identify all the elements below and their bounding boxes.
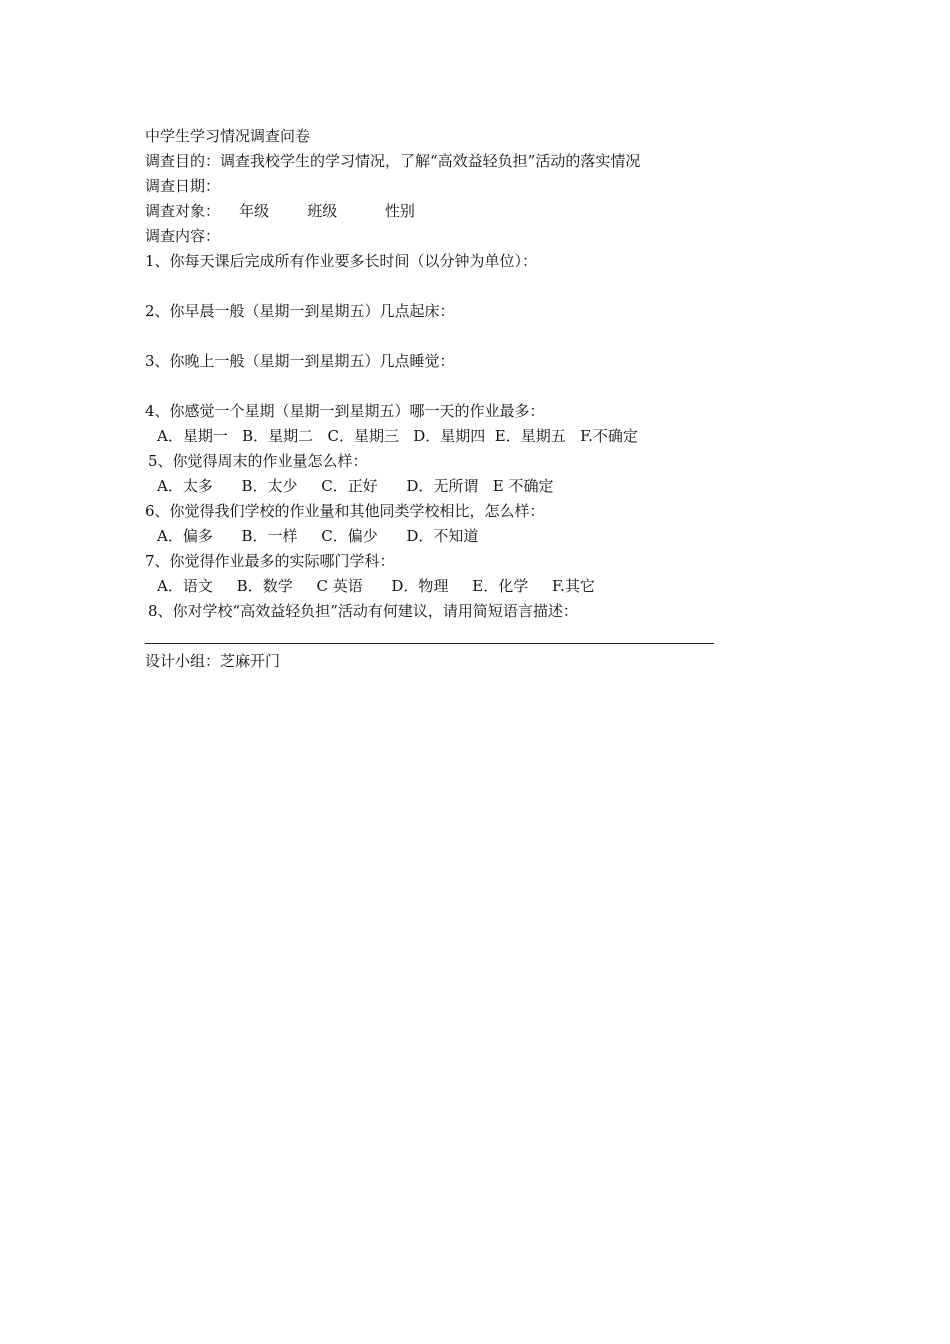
answer-space-3 — [145, 374, 745, 399]
survey-purpose: 调查目的：调查我校学生的学习情况，了解“高效益轻负担”活动的落实情况 — [145, 152, 641, 170]
question-3: 3、你晚上一般（星期一到星期五）几点睡觉： — [145, 352, 455, 370]
question-6-options: A．偏多 B．一样 C．偏少 D．不知道 — [157, 527, 479, 545]
question-2: 2、你早晨一般（星期一到星期五）几点起床： — [145, 302, 455, 320]
survey-title: 中学生学习情况调查问卷 — [145, 127, 311, 145]
survey-designer: 设计小组：芝麻开门 — [145, 652, 281, 670]
question-6: 6、你觉得我们学校的作业量和其他同类学校相比，怎么样： — [145, 502, 545, 520]
survey-content — [145, 124, 745, 674]
answer-space-1 — [145, 274, 745, 299]
question-5: 5、你觉得周末的作业量怎么样： — [148, 452, 368, 470]
question-7-options: A．语文 B．数学 C 英语 D．物理 E．化学 F.其它 — [157, 577, 595, 595]
question-5-options: A．太多 B．太少 C．正好 D．无所谓 E 不确定 — [157, 477, 554, 495]
survey-date: 调查日期： — [145, 177, 221, 195]
question-1: 1、你每天课后完成所有作业要多长时间（以分钟为单位）： — [145, 252, 538, 270]
question-4: 4、你感觉一个星期（星期一到星期五）哪一天的作业最多： — [145, 402, 545, 420]
answer-space-2 — [145, 324, 745, 349]
question-4-options: A．星期一 B．星期二 C．星期三 D．星期四 E．星期五 F.不确定 — [157, 427, 638, 445]
question-7: 7、你觉得作业最多的实际哪门学科： — [145, 552, 395, 570]
survey-content-label: 调查内容： — [145, 227, 221, 245]
answer-underline — [145, 624, 714, 644]
question-8: 8、你对学校“高效益轻负担”活动有何建议，请用简短语言描述： — [148, 602, 578, 620]
survey-target: 调查对象： 年级 班级 性别 — [145, 202, 415, 220]
